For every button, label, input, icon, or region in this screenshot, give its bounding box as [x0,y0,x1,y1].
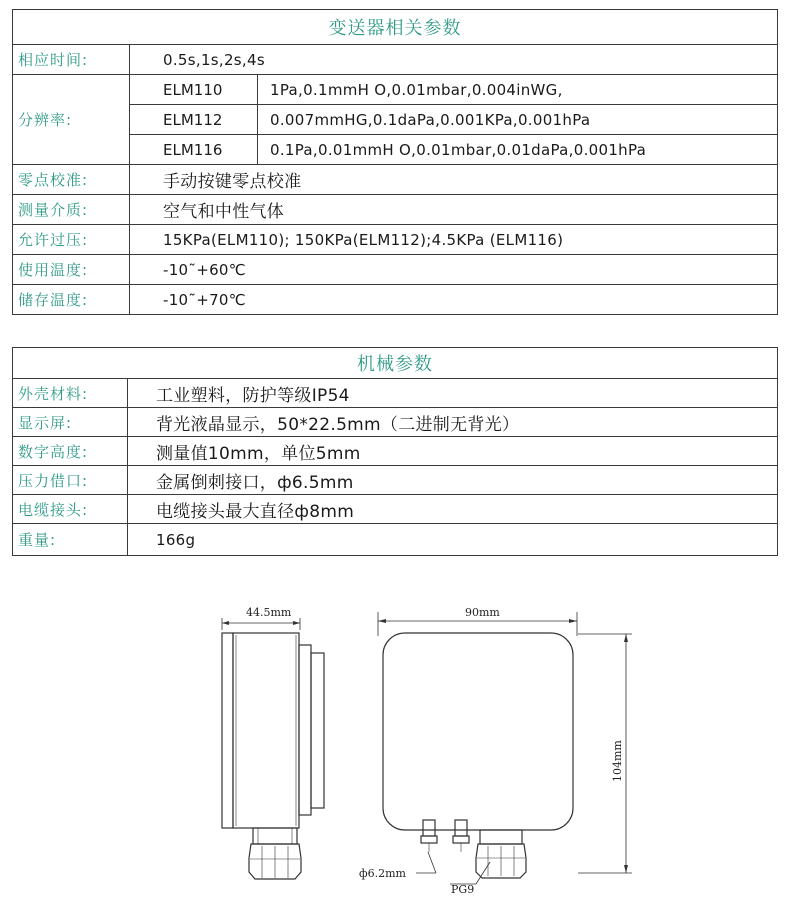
table-title: 机械参数 [13,348,778,379]
mechanical-params-table [12,347,778,556]
overpressure-value: 15KPa(ELM110); 150KPa(ELM112);4.5KPa (ELM116) [130,225,778,255]
pressure-port-label: 压力借口: [13,466,128,495]
table-title: 变送器相关参数 [13,10,778,45]
response-time-value: 0.5s,1s,2s,4s [130,45,778,75]
housing-material-value: 工业塑料，防护等级IP54 [128,379,778,408]
medium-label: 测量介质: [13,195,130,225]
digit-height-label: 数字高度: [13,437,128,466]
display-value: 背光液晶显示，50*22.5mm（二进制无背光） [128,408,778,437]
storage-temp-label: 储存温度: [13,285,130,315]
storage-temp-value: -10˜+70℃ [130,285,778,315]
cable-gland-label: 电缆接头: [13,495,128,524]
front-height-dimension: 104mm [611,740,624,782]
resolution-value: 0.007mmHG,0.1daPa,0.001KPa,0.001hPa [258,105,778,135]
resolution-value: 0.1Pa,0.01mmH O,0.01mbar,0.01daPa,0.001hPa [258,135,778,165]
weight-label: 重量: [13,524,128,556]
zero-calibration-label: 零点校准: [13,165,130,195]
resolution-model: ELM112 [130,105,258,135]
port-diameter-dimension: ф6.2mm [359,867,406,880]
digit-height-value: 测量值10mm，单位5mm [128,437,778,466]
cable-gland-value: 电缆接头最大直径ф8mm [128,495,778,524]
housing-material-label: 外壳材料: [13,379,128,408]
weight-value: 166g [128,524,778,556]
zero-calibration-value: 手动按键零点校准 [130,165,778,195]
response-time-label: 相应时间: [13,45,130,75]
operating-temp-value: -10˜+60℃ [130,255,778,285]
display-label: 显示屏: [13,408,128,437]
operating-temp-label: 使用温度: [13,255,130,285]
dimension-drawing [0,590,790,914]
side-view [222,618,324,879]
overpressure-label: 允许过压: [13,225,130,255]
resolution-model: ELM110 [130,75,258,105]
transmitter-params-table [12,9,778,315]
front-view [378,612,632,884]
resolution-label: 分辨率: [13,75,130,165]
medium-value: 空气和中性气体 [130,195,778,225]
front-width-dimension: 90mm [465,606,500,619]
side-width-dimension: 44.5mm [246,606,292,619]
resolution-model: ELM116 [130,135,258,165]
pressure-port-value: 金属倒刺接口，ф6.5mm [128,466,778,495]
resolution-value: 1Pa,0.1mmH O,0.01mbar,0.004inWG, [258,75,778,105]
cable-gland-dimension: PG9 [451,883,475,896]
